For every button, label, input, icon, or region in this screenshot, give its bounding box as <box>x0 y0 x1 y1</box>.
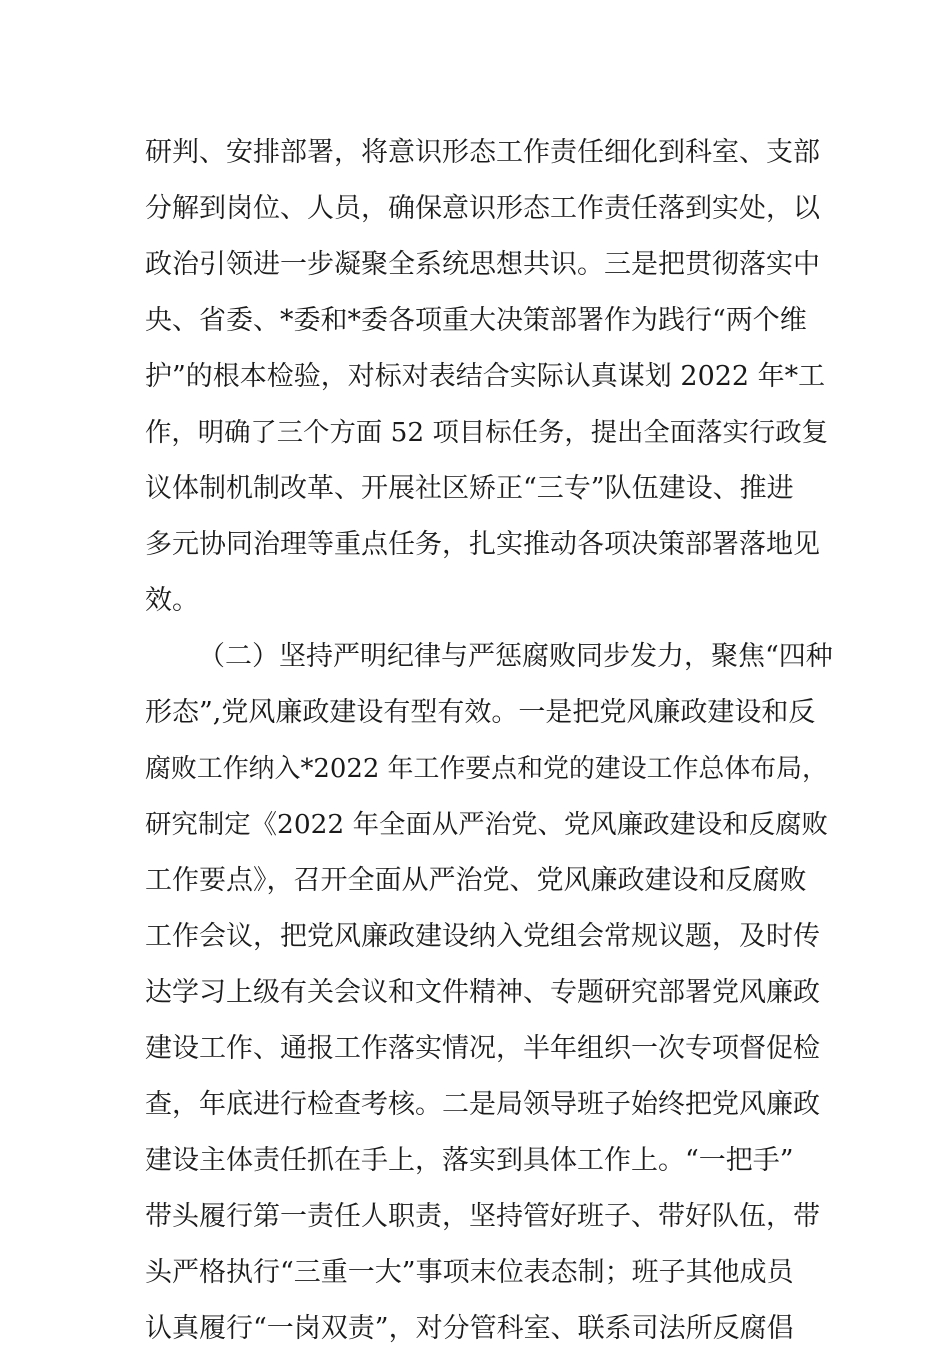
text-line: 研判、安排部署，将意识形态工作责任细化到科室、支部 <box>145 137 820 168</box>
text-line: 分解到岗位、人员，确保意识形态工作责任落到实处，以 <box>145 193 820 224</box>
text-line: 多元协同治理等重点任务，扎实推动各项决策部署落地见 <box>145 529 820 560</box>
text-line: 护”的根本检验，对标对表结合实际认真谋划 2022 年*工 <box>145 361 826 392</box>
text-line: 建设工作、通报工作落实情况，半年组织一次专项督促检 <box>145 1033 820 1064</box>
text-line: 央、省委、*委和*委各项重大决策部署作为践行“两个维 <box>145 305 807 336</box>
body-text <box>145 129 835 1361</box>
text-line: 效。 <box>145 585 199 616</box>
section-heading-line: （二）坚持严明纪律与严惩腐败同步发力，聚焦“四种 <box>198 641 833 672</box>
text-line: 查，年底进行检查考核。二是局领导班子始终把党风廉政 <box>145 1089 820 1120</box>
text-line: 形态”,党风廉政建设有型有效。一是把党风廉政建设和反 <box>145 697 816 728</box>
text-line: 认真履行“一岗双责”，对分管科室、联系司法所反腐倡 <box>145 1313 794 1344</box>
text-line: 研究制定《2022 年全面从严治党、党风廉政建设和反腐败 <box>145 809 828 840</box>
text-line: 作，明确了三个方面 52 项目标任务，提出全面落实行政复 <box>145 418 828 448</box>
text-line: 带头履行第一责任人职责，坚持管好班子、带好队伍，带 <box>145 1201 820 1232</box>
text-line: 政治引领进一步凝聚全系统思想共识。三是把贯彻落实中 <box>145 249 820 280</box>
text-line: 头严格执行“三重一大”事项末位表态制；班子其他成员 <box>145 1257 794 1288</box>
text-line: 达学习上级有关会议和文件精神、专题研究部署党风廉政 <box>145 977 820 1008</box>
text-line: 工作会议，把党风廉政建设纳入党组会常规议题，及时传 <box>145 921 820 952</box>
text-line: 建设主体责任抓在手上，落实到具体工作上。“一把手” <box>145 1145 794 1176</box>
text-line: 议体制机制改革、开展社区矫正“三专”队伍建设、推进 <box>145 473 794 504</box>
text-line: 工作要点》，召开全面从严治党、党风廉政建设和反腐败 <box>145 865 807 896</box>
text-line: 腐败工作纳入*2022 年工作要点和党的建设工作总体布局， <box>145 754 828 784</box>
